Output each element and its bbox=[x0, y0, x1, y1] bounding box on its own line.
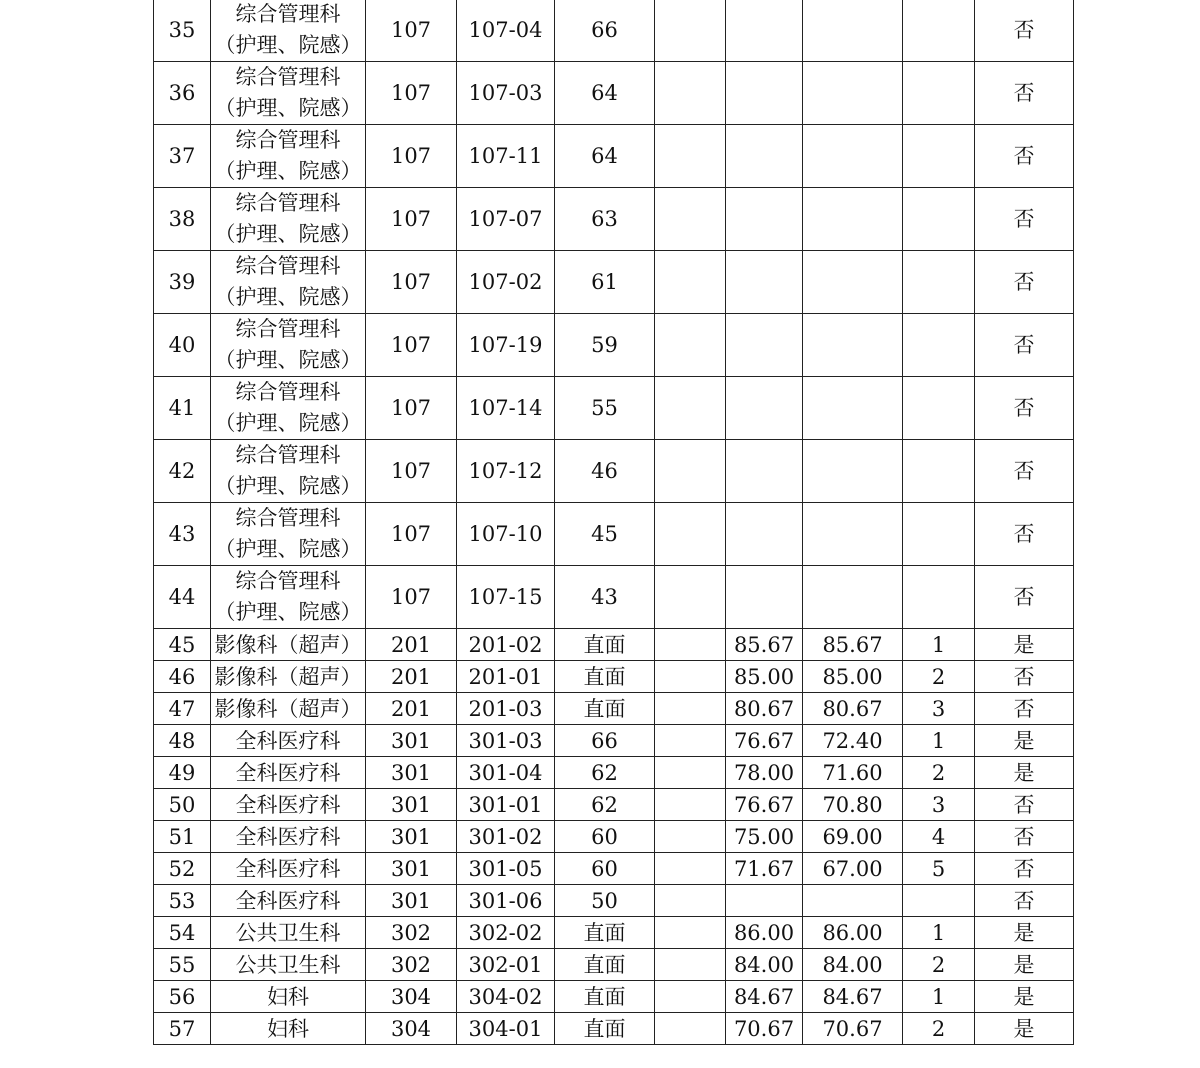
cell-passed: 是 bbox=[975, 917, 1074, 949]
cell-blank bbox=[655, 251, 726, 314]
table-row bbox=[154, 440, 1074, 503]
cell-department bbox=[211, 821, 366, 853]
cell-written-score: 66 bbox=[555, 725, 655, 757]
cell-blank bbox=[655, 757, 726, 789]
cell-no: 43 bbox=[154, 503, 211, 566]
cell-no: 45 bbox=[154, 629, 211, 661]
cell-no: 38 bbox=[154, 188, 211, 251]
department-name: 综合管理科 bbox=[235, 380, 341, 404]
cell-passed: 是 bbox=[975, 949, 1074, 981]
cell-position-code: 107 bbox=[366, 566, 457, 629]
cell-passed: 否 bbox=[975, 885, 1074, 917]
cell-rank: 1 bbox=[903, 917, 975, 949]
cell-total-score bbox=[803, 251, 903, 314]
cell-total-score bbox=[803, 377, 903, 440]
cell-ticket-number: 301-03 bbox=[457, 725, 555, 757]
department-name: 妇科 bbox=[267, 984, 309, 1009]
cell-position-code: 107 bbox=[366, 503, 457, 566]
cell-department bbox=[211, 629, 366, 661]
cell-rank bbox=[903, 251, 975, 314]
cell-position-code: 301 bbox=[366, 885, 457, 917]
cell-blank bbox=[655, 693, 726, 725]
cell-total-score: 84.00 bbox=[803, 949, 903, 981]
cell-passed: 是 bbox=[975, 981, 1074, 1013]
cell-total-score: 86.00 bbox=[803, 917, 903, 949]
table-row bbox=[154, 62, 1074, 125]
cell-department bbox=[211, 503, 366, 566]
department-subname: （护理、院感） bbox=[214, 222, 362, 246]
cell-rank: 1 bbox=[903, 725, 975, 757]
cell-department bbox=[211, 725, 366, 757]
cell-rank: 4 bbox=[903, 821, 975, 853]
cell-written-score: 直面 bbox=[555, 1013, 655, 1045]
cell-ticket-number: 301-02 bbox=[457, 821, 555, 853]
table-row bbox=[154, 1013, 1074, 1045]
cell-written-score: 60 bbox=[555, 853, 655, 885]
cell-department bbox=[211, 789, 366, 821]
cell-rank: 2 bbox=[903, 661, 975, 693]
cell-department bbox=[211, 314, 366, 377]
cell-written-score: 62 bbox=[555, 789, 655, 821]
cell-total-score bbox=[803, 0, 903, 62]
cell-blank bbox=[655, 125, 726, 188]
cell-interview-score bbox=[726, 125, 803, 188]
cell-passed: 否 bbox=[975, 251, 1074, 314]
cell-no: 35 bbox=[154, 0, 211, 62]
cell-interview-score bbox=[726, 503, 803, 566]
cell-written-score: 直面 bbox=[555, 629, 655, 661]
cell-no: 48 bbox=[154, 725, 211, 757]
cell-rank bbox=[903, 314, 975, 377]
cell-written-score: 62 bbox=[555, 757, 655, 789]
cell-blank bbox=[655, 0, 726, 62]
cell-written-score: 直面 bbox=[555, 981, 655, 1013]
cell-written-score: 45 bbox=[555, 503, 655, 566]
department-name: 影像科（超声） bbox=[214, 664, 362, 689]
cell-rank: 2 bbox=[903, 757, 975, 789]
cell-interview-score bbox=[726, 566, 803, 629]
table-row bbox=[154, 0, 1074, 62]
cell-total-score: 71.60 bbox=[803, 757, 903, 789]
cell-passed: 否 bbox=[975, 377, 1074, 440]
cell-blank bbox=[655, 917, 726, 949]
table-row bbox=[154, 757, 1074, 789]
cell-no: 56 bbox=[154, 981, 211, 1013]
cell-no: 55 bbox=[154, 949, 211, 981]
department-name: 综合管理科 bbox=[235, 128, 341, 152]
cell-department bbox=[211, 981, 366, 1013]
table-row bbox=[154, 125, 1074, 188]
cell-department bbox=[211, 757, 366, 789]
cell-no: 42 bbox=[154, 440, 211, 503]
cell-rank: 2 bbox=[903, 949, 975, 981]
cell-ticket-number: 107-02 bbox=[457, 251, 555, 314]
cell-interview-score bbox=[726, 440, 803, 503]
cell-written-score: 46 bbox=[555, 440, 655, 503]
cell-ticket-number: 107-19 bbox=[457, 314, 555, 377]
cell-no: 40 bbox=[154, 314, 211, 377]
table-row bbox=[154, 725, 1074, 757]
cell-total-score bbox=[803, 314, 903, 377]
cell-blank bbox=[655, 789, 726, 821]
table-row bbox=[154, 981, 1074, 1013]
department-name: 全科医疗科 bbox=[235, 824, 341, 849]
cell-total-score: 67.00 bbox=[803, 853, 903, 885]
table-row bbox=[154, 661, 1074, 693]
cell-blank bbox=[655, 440, 726, 503]
cell-written-score: 60 bbox=[555, 821, 655, 853]
cell-rank bbox=[903, 377, 975, 440]
table-row bbox=[154, 885, 1074, 917]
cell-rank: 3 bbox=[903, 693, 975, 725]
table-row bbox=[154, 949, 1074, 981]
cell-interview-score: 80.67 bbox=[726, 693, 803, 725]
cell-no: 47 bbox=[154, 693, 211, 725]
cell-no: 51 bbox=[154, 821, 211, 853]
cell-total-score: 69.00 bbox=[803, 821, 903, 853]
cell-interview-score: 70.67 bbox=[726, 1013, 803, 1045]
cell-passed: 否 bbox=[975, 188, 1074, 251]
cell-total-score bbox=[803, 885, 903, 917]
table-row bbox=[154, 503, 1074, 566]
cell-total-score bbox=[803, 440, 903, 503]
cell-passed: 否 bbox=[975, 440, 1074, 503]
cell-department bbox=[211, 949, 366, 981]
cell-no: 49 bbox=[154, 757, 211, 789]
cell-interview-score bbox=[726, 0, 803, 62]
cell-ticket-number: 107-15 bbox=[457, 566, 555, 629]
cell-rank: 1 bbox=[903, 981, 975, 1013]
cell-department bbox=[211, 853, 366, 885]
cell-blank bbox=[655, 62, 726, 125]
cell-rank bbox=[903, 0, 975, 62]
cell-position-code: 107 bbox=[366, 125, 457, 188]
cell-ticket-number: 301-06 bbox=[457, 885, 555, 917]
cell-ticket-number: 107-07 bbox=[457, 188, 555, 251]
cell-interview-score bbox=[726, 885, 803, 917]
department-name: 全科医疗科 bbox=[235, 792, 341, 817]
cell-interview-score: 84.00 bbox=[726, 949, 803, 981]
cell-passed: 否 bbox=[975, 62, 1074, 125]
cell-department bbox=[211, 440, 366, 503]
cell-written-score: 直面 bbox=[555, 661, 655, 693]
cell-passed: 是 bbox=[975, 725, 1074, 757]
cell-ticket-number: 107-11 bbox=[457, 125, 555, 188]
cell-written-score: 直面 bbox=[555, 949, 655, 981]
cell-blank bbox=[655, 981, 726, 1013]
cell-passed: 否 bbox=[975, 566, 1074, 629]
cell-blank bbox=[655, 629, 726, 661]
cell-ticket-number: 107-03 bbox=[457, 62, 555, 125]
department-subname: （护理、院感） bbox=[214, 348, 362, 372]
table-body bbox=[154, 0, 1074, 1045]
cell-department bbox=[211, 661, 366, 693]
cell-position-code: 304 bbox=[366, 981, 457, 1013]
table-row bbox=[154, 251, 1074, 314]
cell-total-score: 70.67 bbox=[803, 1013, 903, 1045]
department-name: 妇科 bbox=[267, 1016, 309, 1041]
cell-total-score bbox=[803, 62, 903, 125]
department-name: 综合管理科 bbox=[235, 254, 341, 278]
table-row bbox=[154, 377, 1074, 440]
cell-ticket-number: 201-03 bbox=[457, 693, 555, 725]
cell-written-score: 64 bbox=[555, 125, 655, 188]
cell-position-code: 107 bbox=[366, 188, 457, 251]
cell-blank bbox=[655, 566, 726, 629]
cell-ticket-number: 304-01 bbox=[457, 1013, 555, 1045]
cell-position-code: 107 bbox=[366, 0, 457, 62]
cell-position-code: 301 bbox=[366, 757, 457, 789]
cell-rank: 3 bbox=[903, 789, 975, 821]
cell-interview-score bbox=[726, 251, 803, 314]
cell-blank bbox=[655, 188, 726, 251]
cell-written-score: 66 bbox=[555, 0, 655, 62]
department-subname: （护理、院感） bbox=[214, 537, 362, 561]
cell-department bbox=[211, 125, 366, 188]
cell-passed: 否 bbox=[975, 314, 1074, 377]
cell-position-code: 201 bbox=[366, 629, 457, 661]
cell-ticket-number: 107-10 bbox=[457, 503, 555, 566]
table-row bbox=[154, 693, 1074, 725]
cell-no: 39 bbox=[154, 251, 211, 314]
cell-no: 36 bbox=[154, 62, 211, 125]
cell-total-score: 85.00 bbox=[803, 661, 903, 693]
cell-position-code: 201 bbox=[366, 693, 457, 725]
cell-position-code: 107 bbox=[366, 62, 457, 125]
cell-ticket-number: 107-14 bbox=[457, 377, 555, 440]
department-subname: （护理、院感） bbox=[214, 600, 362, 624]
department-name: 综合管理科 bbox=[235, 191, 341, 215]
cell-rank bbox=[903, 440, 975, 503]
cell-ticket-number: 201-02 bbox=[457, 629, 555, 661]
cell-written-score: 直面 bbox=[555, 693, 655, 725]
department-name: 影像科（超声） bbox=[214, 632, 362, 657]
department-name: 公共卫生科 bbox=[235, 952, 341, 977]
cell-written-score: 64 bbox=[555, 62, 655, 125]
cell-blank bbox=[655, 885, 726, 917]
cell-ticket-number: 301-04 bbox=[457, 757, 555, 789]
cell-passed: 是 bbox=[975, 1013, 1074, 1045]
cell-total-score: 72.40 bbox=[803, 725, 903, 757]
cell-total-score: 80.67 bbox=[803, 693, 903, 725]
cell-blank bbox=[655, 821, 726, 853]
cell-blank bbox=[655, 661, 726, 693]
cell-interview-score bbox=[726, 314, 803, 377]
cell-passed: 否 bbox=[975, 853, 1074, 885]
cell-passed: 否 bbox=[975, 693, 1074, 725]
cell-rank: 5 bbox=[903, 853, 975, 885]
cell-position-code: 107 bbox=[366, 377, 457, 440]
cell-ticket-number: 201-01 bbox=[457, 661, 555, 693]
cell-rank: 2 bbox=[903, 1013, 975, 1045]
cell-passed: 否 bbox=[975, 789, 1074, 821]
department-subname: （护理、院感） bbox=[214, 285, 362, 309]
cell-total-score bbox=[803, 125, 903, 188]
cell-passed: 是 bbox=[975, 757, 1074, 789]
table-row bbox=[154, 188, 1074, 251]
table-row bbox=[154, 917, 1074, 949]
department-name: 综合管理科 bbox=[235, 506, 341, 530]
cell-no: 41 bbox=[154, 377, 211, 440]
cell-written-score: 63 bbox=[555, 188, 655, 251]
department-name: 综合管理科 bbox=[235, 2, 341, 26]
cell-interview-score bbox=[726, 377, 803, 440]
cell-ticket-number: 304-02 bbox=[457, 981, 555, 1013]
cell-department bbox=[211, 566, 366, 629]
cell-interview-score: 76.67 bbox=[726, 725, 803, 757]
cell-passed: 否 bbox=[975, 821, 1074, 853]
cell-passed: 否 bbox=[975, 125, 1074, 188]
cell-position-code: 301 bbox=[366, 725, 457, 757]
cell-interview-score: 76.67 bbox=[726, 789, 803, 821]
cell-ticket-number: 301-01 bbox=[457, 789, 555, 821]
cell-position-code: 301 bbox=[366, 821, 457, 853]
department-subname: （护理、院感） bbox=[214, 474, 362, 498]
cell-written-score: 50 bbox=[555, 885, 655, 917]
department-subname: （护理、院感） bbox=[214, 96, 362, 120]
department-name: 全科医疗科 bbox=[235, 856, 341, 881]
cell-ticket-number: 107-12 bbox=[457, 440, 555, 503]
department-name: 公共卫生科 bbox=[235, 920, 341, 945]
cell-passed: 否 bbox=[975, 661, 1074, 693]
cell-interview-score bbox=[726, 62, 803, 125]
cell-interview-score: 71.67 bbox=[726, 853, 803, 885]
cell-position-code: 107 bbox=[366, 314, 457, 377]
cell-rank bbox=[903, 503, 975, 566]
cell-total-score bbox=[803, 503, 903, 566]
cell-blank bbox=[655, 314, 726, 377]
cell-position-code: 301 bbox=[366, 853, 457, 885]
cell-rank bbox=[903, 188, 975, 251]
cell-ticket-number: 302-02 bbox=[457, 917, 555, 949]
cell-total-score: 84.67 bbox=[803, 981, 903, 1013]
cell-no: 46 bbox=[154, 661, 211, 693]
cell-no: 57 bbox=[154, 1013, 211, 1045]
results-table bbox=[153, 0, 1074, 1045]
cell-rank bbox=[903, 125, 975, 188]
cell-interview-score: 78.00 bbox=[726, 757, 803, 789]
cell-blank bbox=[655, 949, 726, 981]
cell-blank bbox=[655, 853, 726, 885]
cell-total-score bbox=[803, 188, 903, 251]
cell-no: 37 bbox=[154, 125, 211, 188]
cell-passed: 否 bbox=[975, 503, 1074, 566]
table-row bbox=[154, 566, 1074, 629]
cell-total-score: 85.67 bbox=[803, 629, 903, 661]
cell-interview-score: 84.67 bbox=[726, 981, 803, 1013]
cell-department bbox=[211, 0, 366, 62]
cell-rank bbox=[903, 885, 975, 917]
cell-interview-score: 75.00 bbox=[726, 821, 803, 853]
table-row bbox=[154, 629, 1074, 661]
cell-ticket-number: 302-01 bbox=[457, 949, 555, 981]
department-subname: （护理、院感） bbox=[214, 33, 362, 57]
cell-passed: 是 bbox=[975, 629, 1074, 661]
cell-no: 52 bbox=[154, 853, 211, 885]
cell-no: 44 bbox=[154, 566, 211, 629]
cell-no: 53 bbox=[154, 885, 211, 917]
cell-written-score: 43 bbox=[555, 566, 655, 629]
cell-no: 54 bbox=[154, 917, 211, 949]
cell-interview-score: 86.00 bbox=[726, 917, 803, 949]
cell-rank bbox=[903, 62, 975, 125]
department-name: 影像科（超声） bbox=[214, 696, 362, 721]
cell-position-code: 107 bbox=[366, 440, 457, 503]
cell-blank bbox=[655, 377, 726, 440]
cell-department bbox=[211, 377, 366, 440]
cell-interview-score bbox=[726, 188, 803, 251]
table-row bbox=[154, 853, 1074, 885]
department-name: 综合管理科 bbox=[235, 65, 341, 89]
table-row bbox=[154, 314, 1074, 377]
cell-department bbox=[211, 251, 366, 314]
department-name: 全科医疗科 bbox=[235, 728, 341, 753]
cell-department bbox=[211, 693, 366, 725]
table-row bbox=[154, 789, 1074, 821]
cell-department bbox=[211, 62, 366, 125]
cell-department bbox=[211, 1013, 366, 1045]
department-subname: （护理、院感） bbox=[214, 411, 362, 435]
cell-position-code: 107 bbox=[366, 251, 457, 314]
cell-position-code: 304 bbox=[366, 1013, 457, 1045]
cell-rank: 1 bbox=[903, 629, 975, 661]
department-name: 综合管理科 bbox=[235, 443, 341, 467]
department-name: 全科医疗科 bbox=[235, 760, 341, 785]
cell-total-score: 70.80 bbox=[803, 789, 903, 821]
cell-position-code: 301 bbox=[366, 789, 457, 821]
cell-interview-score: 85.00 bbox=[726, 661, 803, 693]
cell-written-score: 直面 bbox=[555, 917, 655, 949]
department-subname: （护理、院感） bbox=[214, 159, 362, 183]
cell-no: 50 bbox=[154, 789, 211, 821]
cell-position-code: 302 bbox=[366, 949, 457, 981]
cell-department bbox=[211, 885, 366, 917]
department-name: 综合管理科 bbox=[235, 317, 341, 341]
cell-blank bbox=[655, 1013, 726, 1045]
department-name: 全科医疗科 bbox=[235, 888, 341, 913]
cell-interview-score: 85.67 bbox=[726, 629, 803, 661]
cell-position-code: 201 bbox=[366, 661, 457, 693]
table-row bbox=[154, 821, 1074, 853]
cell-ticket-number: 107-04 bbox=[457, 0, 555, 62]
cell-department bbox=[211, 188, 366, 251]
cell-ticket-number: 301-05 bbox=[457, 853, 555, 885]
cell-written-score: 59 bbox=[555, 314, 655, 377]
cell-passed: 否 bbox=[975, 0, 1074, 62]
cell-blank bbox=[655, 503, 726, 566]
cell-department bbox=[211, 917, 366, 949]
cell-written-score: 61 bbox=[555, 251, 655, 314]
cell-blank bbox=[655, 725, 726, 757]
cell-rank bbox=[903, 566, 975, 629]
cell-written-score: 55 bbox=[555, 377, 655, 440]
cell-total-score bbox=[803, 566, 903, 629]
cell-position-code: 302 bbox=[366, 917, 457, 949]
department-name: 综合管理科 bbox=[235, 569, 341, 593]
